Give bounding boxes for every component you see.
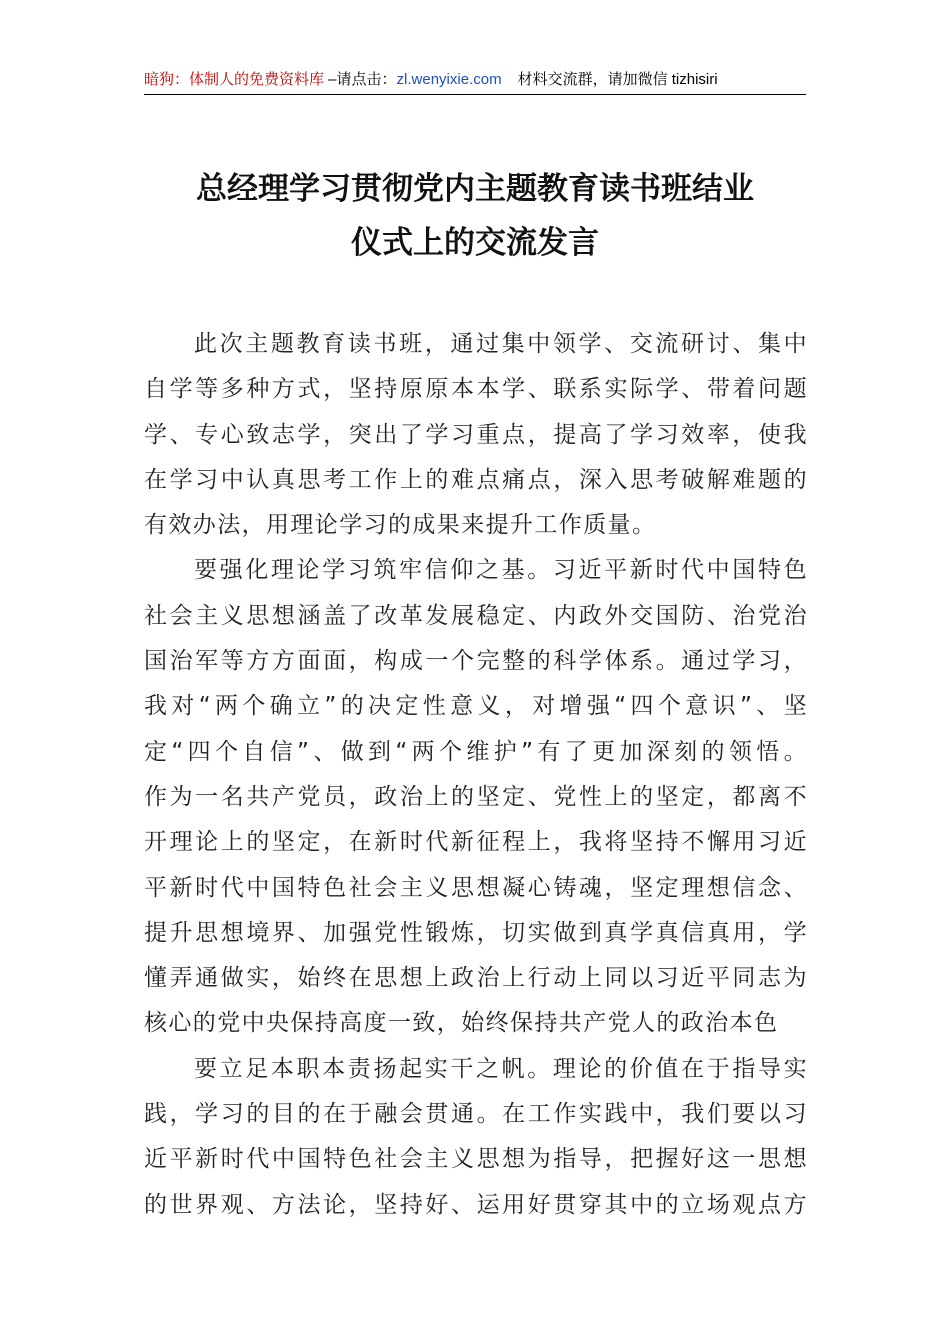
header-url-link[interactable]: zl.wenyixie.com — [396, 71, 502, 88]
body-line: 要立足本职本责扬起实干之帆。理论的价值在于指导实 — [194, 1055, 808, 1082]
document-body — [144, 322, 808, 1228]
body-line: 懂弄通做实，始终在思想上政治上行动上同以习近平同志为 — [144, 965, 808, 992]
document-title — [144, 162, 806, 270]
body-line: 平新时代中国特色社会主义思想凝心铸魂，坚定理想信念、 — [144, 874, 808, 901]
body-line: 开理论上的坚定，在新时代新征程上，我将坚持不懈用习近 — [144, 829, 808, 856]
body-line: 的世界观、方法论，坚持好、运用好贯穿其中的立场观点方 — [144, 1191, 808, 1218]
body-line: 核心的党中央保持高度一致，始终保持共产党人的政治本色 — [144, 1010, 779, 1037]
header-wechat-note: 材料交流群，请加微信 tizhisiri — [517, 71, 718, 88]
title-line-2: 仪式上的交流发言 — [351, 225, 599, 261]
body-line: 此次主题教育读书班，通过集中领学、交流研讨、集中 — [194, 331, 808, 357]
body-line: 践，学习的目的在于融会贯通。在工作实践中，我们要以习 — [144, 1101, 808, 1128]
header-click-prompt: –请点击： — [324, 71, 397, 88]
body-line: 提升思想境界、加强党性锻炼，切实做到真学真信真用，学 — [144, 919, 808, 946]
body-line: 国治军等方方面面，构成一个完整的科学体系。通过学习， — [144, 648, 808, 675]
title-line-1: 总经理学习贯彻党内主题教育读书班结业 — [196, 171, 754, 207]
body-line: 要强化理论学习筑牢信仰之基。习近平新时代中国特色 — [194, 557, 808, 584]
body-line: 我对“两个确立”的决定性意义，对增强“四个意识”、坚 — [144, 693, 808, 720]
body-line: 有效办法，用理论学习的成果来提升工作质量。 — [144, 512, 657, 539]
page-header — [144, 66, 806, 95]
body-line: 在学习中认真思考工作上的难点痛点，深入思考破解难题的 — [144, 466, 808, 493]
body-line: 作为一名共产党员，政治上的坚定、党性上的坚定，都离不 — [144, 783, 808, 810]
body-line: 定“四个自信”、做到“两个维护”有了更加深刻的领悟。 — [144, 738, 808, 765]
body-line: 近平新时代中国特色社会主义思想为指导，把握好这一思想 — [144, 1146, 808, 1173]
body-line: 学、专心致志学，突出了学习重点，提高了学习效率，使我 — [144, 421, 808, 448]
body-line: 社会主义思想涵盖了改革发展稳定、内政外交国防、治党治 — [144, 602, 808, 629]
body-line: 自学等多种方式，坚持原原本本学、联系实际学、带着问题 — [144, 376, 808, 403]
header-site-name: 暗狗：体制人的免费资料库 — [144, 71, 325, 88]
